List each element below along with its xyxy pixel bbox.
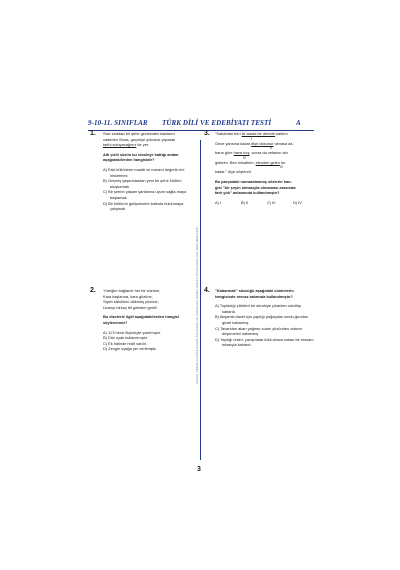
q3-option-c[interactable]: C) III [267,199,276,205]
side-note: SUNUŞ: ZEKİSETLERİNE İLİŞKİN BİLGİLERE VE SORULARA TAHMİN EDİLEN YAYINLARDA YER VERİLMEKTEDİR. [196,226,199,384]
question-2-number: 2. [90,287,96,294]
q3-roman-i: I [251,136,252,141]
question-1 [103,131,195,212]
q2-prompt: söylenemez? [103,319,128,325]
q3-prompt: gisi "bir şeyin olmasıyla olmaması arasında [215,184,296,190]
q3-option-b[interactable]: B) II [241,199,249,205]
q3-options [215,200,319,206]
q1-line: vadeden Sivas, geçmişe yolculuk yaparak [103,136,176,142]
q2-verse-line: Siyah kâkülünü dökmüş yüzüne, [103,299,159,305]
q3-line: bana göre hava hoş, sonra da vefasını alır [215,150,288,156]
q1-line: tarihi soluyacağınız bir yer. [103,142,150,148]
q2-option-c[interactable]: C) Ek hâlinde redif vardır. [103,340,147,346]
q4-option-c[interactable]: C) Tavandan akan yağmur suları yüzünden odanın döşemeleri kabarmış. [215,325,303,337]
q3-line: giderim. Ben misafirim, elimden gelen bu [215,159,286,165]
q4-option-d[interactable]: D) Yaptığı resim, yarışmada ödül alınca ustası bir ressam edasıyla kabardı. [215,336,314,348]
q4-prompt: hangisinde mecaz anlamda kullanılmıştır? [215,293,293,299]
grade-label: 9-10-11. SINIFLAR [88,119,148,127]
question-4-number: 4. [204,287,210,294]
question-2 [103,288,195,352]
q2-prompt: Bu dizelerle ilgili aşağıdakilerden hangisi [103,314,179,320]
q3-line: Gece yarısına kadar dişe dokunur olmasa da, [215,140,294,146]
q2-option-b[interactable]: B) Düz uyak kullanılmıştır. [103,335,148,341]
q4-prompt: "Kabarmak" sözcüğü aşağıdaki cümlelerin [215,288,294,293]
q3-prompt: fark yok" anlamında kullanılmıştır? [215,190,280,196]
question-3-number: 3. [204,130,210,137]
q1-option-d[interactable]: D) Bir kültürün gelişmesine katkıda bulunmaya çalışmak [103,200,184,212]
q3-line: kadar." diye söylendi. [215,169,252,175]
exam-header [88,119,314,130]
question-4 [215,288,315,348]
q4-option-a[interactable]: A) Topladığı çilekleri bir sürahiye yıkarken süzülüp kabardı. [215,303,302,314]
q4-option-b[interactable]: B) Akşamki davet için yaptığı poğaçalar umdu-ğundan güzel kabarmış. [215,314,308,325]
q2-option-d[interactable]: D) Zengin uyağa yer verilmiştir. [103,346,157,352]
q2-verse-line: Kara kaşlarına, kara gözüne, [103,293,153,299]
question-1-number: 1. [90,130,96,137]
q1-option-b[interactable]: B) Geçmiş yaşantılardan yeni bir şehir kültürü oluşturmak [103,178,182,189]
q1-prompt: aşağıdakilerden hangisidir? [103,157,155,163]
page-number: 3 [197,466,201,473]
q1-option-a[interactable]: A) Eski kültürlerin maddi ve manevi değerle-rini hissetmek [103,166,185,178]
q2-option-a[interactable]: A) 11'li hece ölçüsüyle yazılmıştır. [103,329,161,335]
q3-roman-iii: III [243,155,246,160]
q3-prompt: Bu parçadaki numaralanmış sözlerin han- [215,178,292,184]
q1-option-c[interactable]: C) Bir şehrin yaşam şartlarına uyum sağla-maya başlamak [103,189,187,200]
test-title: TÜRK DİLİ VE EDEBİYATI TESTİ [162,119,272,127]
q3-roman-iv: IV [280,165,284,170]
q1-prompt: Altı çizili sözün bu cümleye kattığı anlam [103,151,179,157]
q2-verse-line: Uzanıp birkaç tel gelesim geldi! [103,304,157,310]
q3-line: "Sabahtan beri iki arada bir derede kaldım. [215,131,289,136]
q3-option-d[interactable]: D) IV [293,199,302,205]
booklet-letter: A [296,119,301,127]
q2-verse-line: Yüreğim bağlandı her bir sözüne, [103,288,161,293]
q1-line: Size sırada̶n bir şehir gezisinden fazlasını [103,131,175,136]
q3-roman-ii: II [270,146,272,151]
q3-option-a[interactable]: A) I [215,199,222,205]
question-3 [215,131,315,205]
q1-underlined: tarihi soluyacağınız [103,142,137,148]
